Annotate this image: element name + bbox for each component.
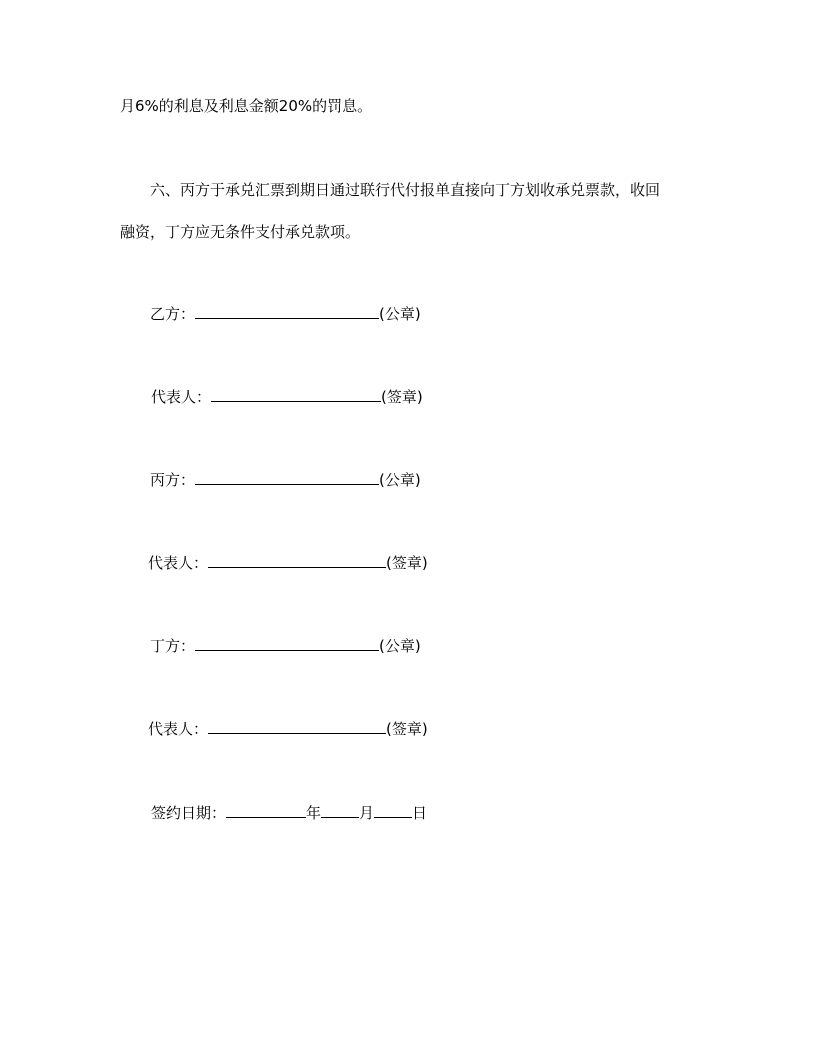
party-c-rep-label: 代表人： bbox=[148, 554, 209, 572]
party-c-rep-sign-label: (签章) bbox=[386, 554, 428, 572]
party-b-rep-label: 代表人： bbox=[151, 388, 212, 406]
party-c-rep-blank bbox=[208, 552, 386, 568]
sign-date-month-label: 月 bbox=[359, 804, 375, 822]
party-d-blank bbox=[195, 635, 379, 651]
party-c-signature-row bbox=[150, 469, 421, 490]
party-b-rep-sign-label: (签章) bbox=[381, 388, 423, 406]
paragraph-6-line-2: 融资，丁方应无条件支付承兑款项。 bbox=[120, 223, 361, 241]
sign-date-day-label: 日 bbox=[412, 804, 428, 822]
party-d-signature-row bbox=[150, 635, 421, 656]
sign-date-year-label: 年 bbox=[306, 804, 322, 822]
party-b-rep-blank bbox=[211, 386, 381, 402]
party-b-label: 乙方： bbox=[150, 305, 196, 323]
party-c-label: 丙方： bbox=[150, 471, 196, 489]
paragraph-6-line-1: 六、丙方于承兑汇票到期日通过联行代付报单直接向丁方划收承兑票款，收回 bbox=[150, 181, 661, 199]
party-c-rep-signature-row bbox=[148, 552, 428, 573]
party-b-rep-signature-row bbox=[151, 386, 423, 407]
party-d-seal-label: (公章) bbox=[379, 637, 421, 655]
sign-date-row bbox=[151, 802, 427, 823]
party-d-rep-blank bbox=[208, 718, 386, 734]
party-c-blank bbox=[195, 469, 379, 485]
sign-date-day-blank bbox=[374, 802, 412, 818]
sign-date-year-blank bbox=[226, 802, 306, 818]
paragraph-5-tail: 月6%的利息及利息金额20%的罚息。 bbox=[120, 97, 373, 115]
sign-date-label: 签约日期： bbox=[151, 804, 227, 822]
party-b-signature-row bbox=[150, 303, 421, 324]
party-b-blank bbox=[195, 303, 379, 319]
party-b-seal-label: (公章) bbox=[379, 305, 421, 323]
sign-date-month-blank bbox=[321, 802, 359, 818]
party-d-rep-label: 代表人： bbox=[148, 720, 209, 738]
party-d-rep-sign-label: (签章) bbox=[386, 720, 428, 738]
party-c-seal-label: (公章) bbox=[379, 471, 421, 489]
party-d-label: 丁方： bbox=[150, 637, 196, 655]
party-d-rep-signature-row bbox=[148, 718, 428, 739]
